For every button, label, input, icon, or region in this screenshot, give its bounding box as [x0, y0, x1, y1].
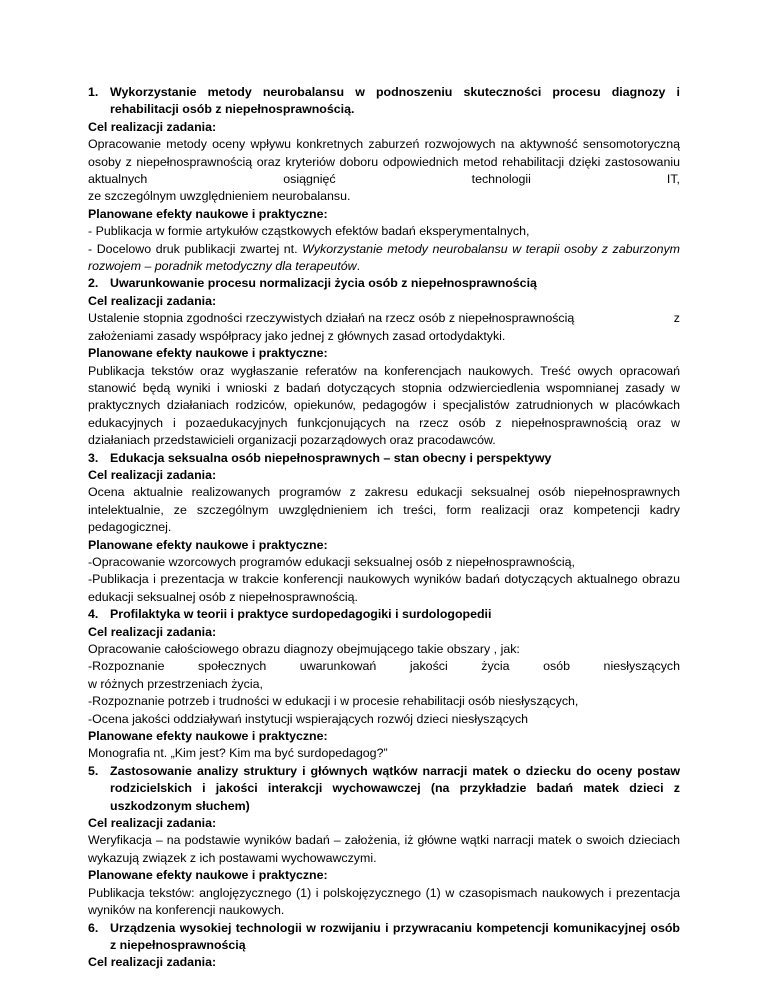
- section-4-goal-item-1: -Rozpoznanie społecznych uwarunkowań jakości życia osób niesłyszących: [88, 659, 680, 674]
- section-1-effect-1: - Publikacja w formie artykułów cząstkowych efektów badań eksperymentalnych,: [88, 224, 530, 239]
- section-number: 2.: [88, 276, 99, 291]
- section-2-goal-line-2: założeniami zasady współpracy jako jednej z głównych zasad ortodydaktyki.: [88, 328, 506, 343]
- section-4-effects-text: Monografia nt. „Kim jest? Kim ma być surdopedagog?”: [88, 746, 388, 761]
- goal-line-left: Ustalenie stopnia zgodności rzeczywistych działań na rzecz osób z niepełnosprawnością: [88, 311, 575, 326]
- effect-2-suffix: .: [356, 259, 361, 274]
- section-6-heading: [88, 920, 680, 955]
- section-2-effects-text: Publikacja tekstów oraz wygłaszanie referatów na konferencjach naukowych. Treść owych opracowań stanowić będą wyniki i wnioski z badań dotyczących stopnia odzwierciedlenia wspomnianej zasady w praktycznych działaniach rodziców, opiekunów, pedagogów i specjalistów zatrudnionych w placówkach edukacyjnych i pozaedukacyjnych funkcjonujących na rzecz osób z niepełnosprawnością oraz w działaniach przedstawicieli organizacji pozarządowych oraz pracodawców.: [88, 363, 680, 448]
- section-4-heading: [88, 606, 680, 623]
- section-4-goal-item-2: -Rozpoznanie potrzeb i trudności w edukacji i w procesie rehabilitacji osób niesłyszących,: [88, 694, 579, 709]
- goal-label: Cel realizacji zadania:: [88, 955, 217, 970]
- section-5-heading: [88, 763, 680, 815]
- effects-label: Planowane efekty naukowe i praktyczne:: [88, 868, 328, 883]
- effects-label: Planowane efekty naukowe i praktyczne:: [88, 346, 328, 361]
- section-4-goal-intro: Opracowanie całościowego obrazu diagnozy obejmującego takie obszary , jak:: [88, 642, 520, 656]
- section-title: Wykorzystanie metody neurobalansu w podnoszeniu skuteczności procesu diagnozy i rehabilitacji osób z niepełnosprawnością.: [110, 85, 680, 117]
- goal-label: Cel realizacji zadania:: [88, 293, 217, 308]
- section-4-goal-item-3: -Ocena jakości oddziaływań instytucji wspierających rozwój dzieci niesłyszących: [88, 711, 529, 726]
- goal-label: Cel realizacji zadania:: [88, 816, 217, 831]
- effects-label: Planowane efekty naukowe i praktyczne:: [88, 206, 328, 221]
- section-3-effect-1: -Opracowanie wzorcowych programów edukacji seksualnej osób z niepełnosprawnością,: [88, 554, 575, 569]
- section-number: 4.: [88, 607, 99, 622]
- section-3-heading: [88, 450, 680, 467]
- section-1-goal-text: Opracowanie metody oceny wpływu konkretnych zaburzeń rozwojowych na aktywność sensomotoryczną osoby z niepełnosprawnością oraz kryteriów doboru odpowiednich metod rehabilitacji dzięki zastosowaniu aktualnych osiągnięć technologii IT,: [88, 137, 680, 187]
- section-5-effects-text: Publikacja tekstów: anglojęzycznego (1) i polskojęzycznego (1) w czasopismach naukowych i prezentacja wyników na konferencji naukowych.: [88, 885, 680, 918]
- goal-label: Cel realizacji zadania:: [88, 119, 217, 134]
- section-number: 6.: [88, 920, 99, 935]
- section-number: 5.: [88, 763, 99, 778]
- section-title: Profilaktyka w teorii i praktyce surdopedagogiki i surdologopedii: [110, 607, 492, 622]
- publication-title: Wykorzystanie metody neurobalansu w terapii osoby z zaburzonym rozwojem – poradnik metodyczny dla terapeutów: [88, 241, 680, 274]
- section-title: Zastosowanie analizy struktury i głównych wątków narracji matek o dziecku do oceny postaw rodzicielskich i jakości interakcji wychowawczej (na przykładzie badań matek dzieci z uszkodzonym słuchem): [110, 763, 680, 813]
- section-title: Edukacja seksualna osób niepełnosprawnych – stan obecny i perspektywy: [110, 450, 552, 465]
- section-3-goal-text: Ocena aktualnie realizowanych programów z zakresu edukacji seksualnej osób niepełnosprawnych intelektualnie, ze szczególnym uwzględnieniem ich treści, form realizacji oraz kompetencji kadry pedagogicznej.: [88, 485, 680, 535]
- section-number: 1.: [88, 85, 99, 99]
- goal-label: Cel realizacji zadania:: [88, 624, 217, 639]
- section-title: Uwarunkowanie procesu normalizacji życia osób z niepełnosprawnością: [110, 276, 537, 291]
- section-title: Urządzenia wysokiej technologii w rozwijaniu i przywracaniu kompetencji komunikacyjnej osób z niepełnosprawnością: [110, 920, 680, 952]
- section-2-goal-line-1: [88, 310, 680, 327]
- section-1-effect-2: [88, 241, 680, 276]
- goal-line-right: z: [673, 311, 680, 326]
- effect-2-prefix: - Docelowo druk publikacji zwartej nt.: [88, 241, 303, 256]
- section-number: 3.: [88, 450, 99, 465]
- goal-label: Cel realizacji zadania:: [88, 467, 217, 482]
- effects-label: Planowane efekty naukowe i praktyczne:: [88, 729, 328, 744]
- section-1-heading: [88, 84, 680, 119]
- section-5-goal-text: Weryfikacja – na podstawie wyników badań – założenia, iż główne wątki narracji matek o swoich dzieciach wykazują związek z ich postawami wychowawczymi.: [88, 833, 680, 865]
- effects-label: Planowane efekty naukowe i praktyczne:: [88, 537, 328, 552]
- section-2-heading: [88, 275, 680, 292]
- section-3-effect-2: -Publikacja i prezentacja w trakcie konferencji naukowych wyników badań dotyczących aktualnego obrazu edukacji seksualnej osób z niepełnosprawnością.: [88, 572, 680, 604]
- section-1-goal-text-end: ze szczególnym uwzględnieniem neurobalansu.: [88, 189, 351, 204]
- section-4-goal-item-1-end: w różnych przestrzeniach życia,: [88, 676, 263, 691]
